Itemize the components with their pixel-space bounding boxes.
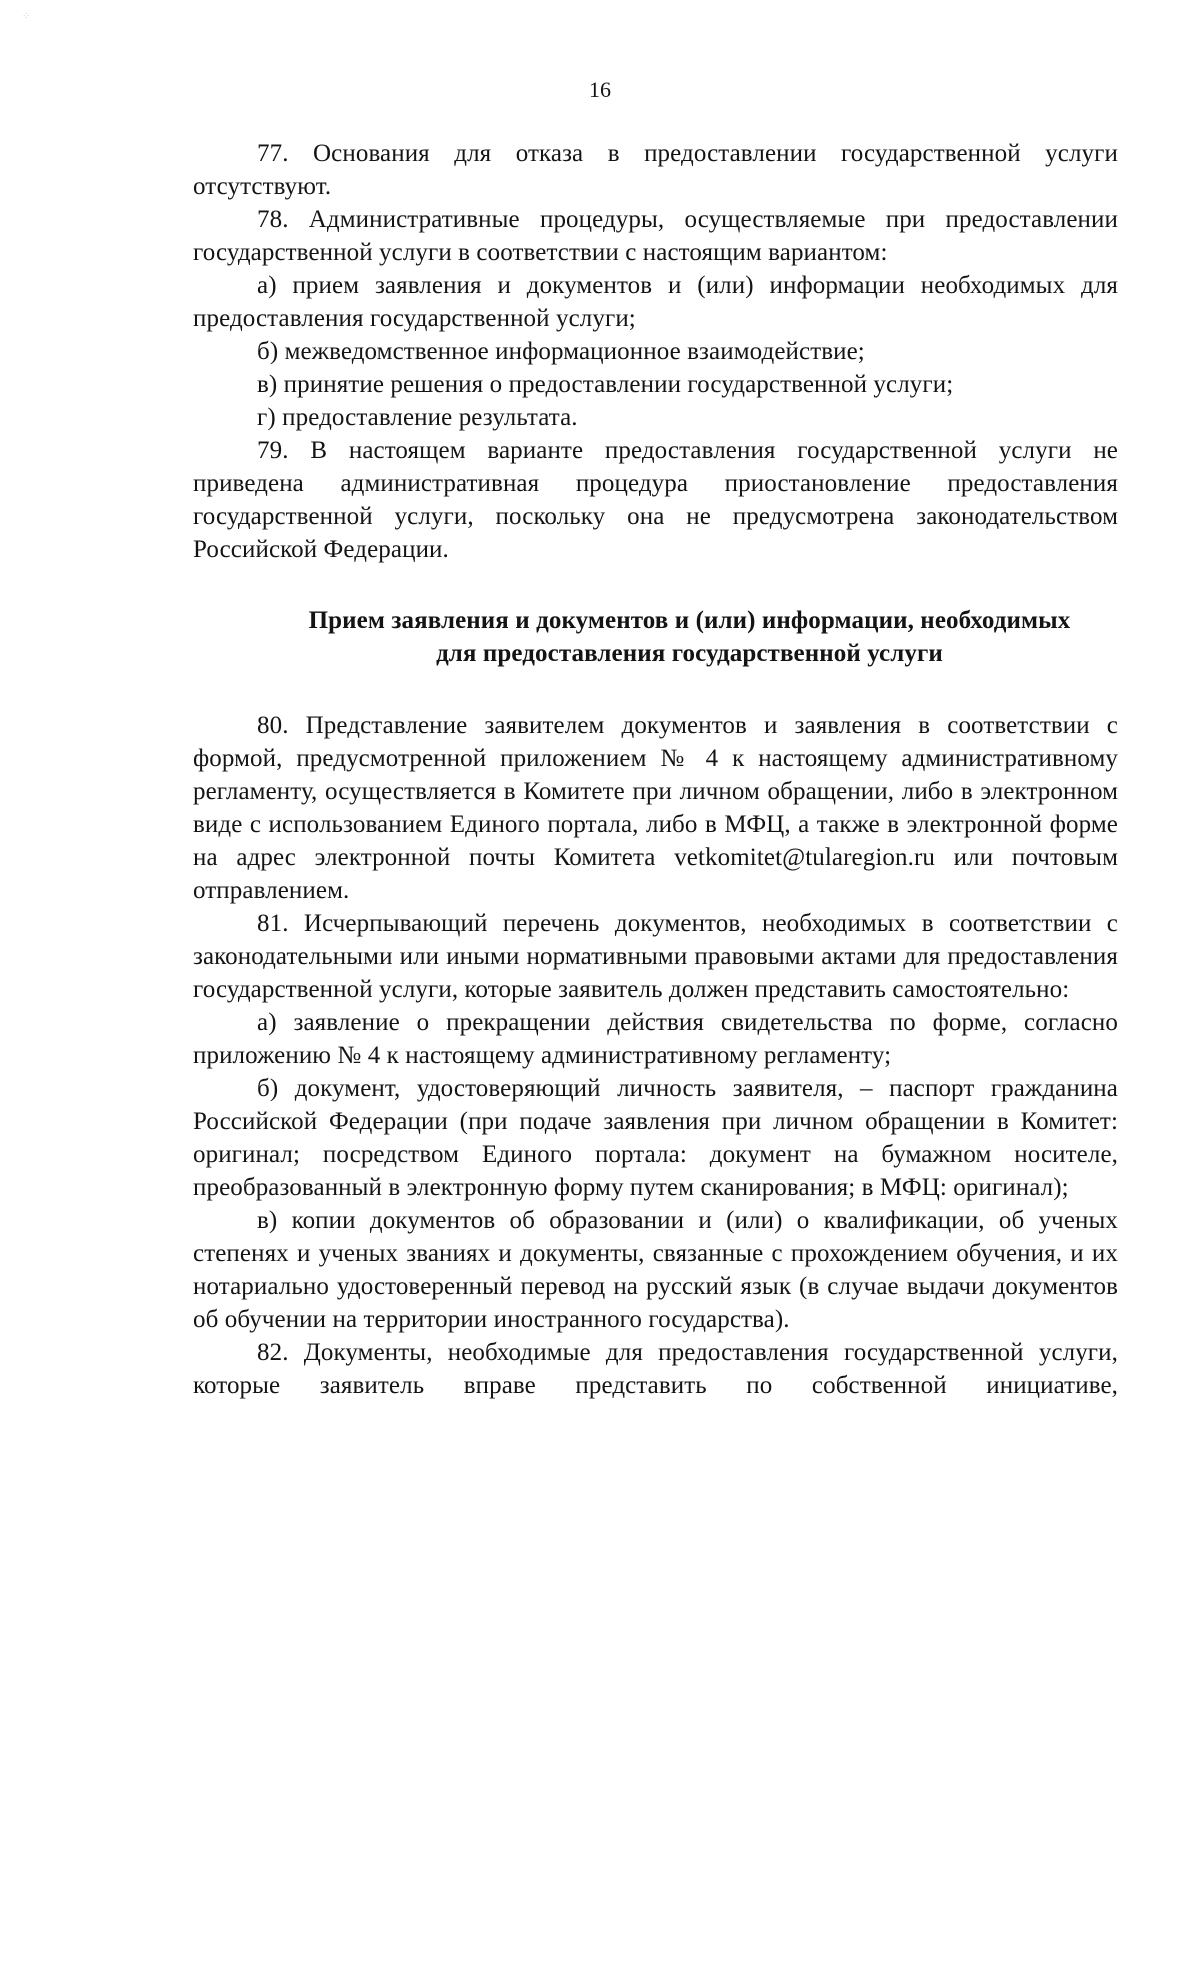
- paragraph-80: 80. Представление заявителем документов и заявления в соответствии с формой, предусмотренной приложением № 4 к настоящему административному регламенту, осуществляется в Комитете при личном обращении, либо в электронном виде с использованием Единого портала, либо в МФЦ, а также в электронной форме на адрес электронной почты Комитета vetkomitet@tularegion.ru или почтовым отправлением.: [193, 712, 1118, 904]
- document-body: [193, 137, 1118, 1402]
- page-number: 16: [589, 77, 611, 102]
- section-heading-line-2: для предоставления государственной услуги: [436, 640, 943, 667]
- paragraph-81-v: в) копии документов об образовании и (или) о квалификации, об ученых степенях и ученых званиях и документы, связанные с прохождением обучения, и их нотариально удостоверенный перевод на русский язык (в случае выдачи документов об обучении на территории иностранного государства).: [193, 1207, 1118, 1333]
- paragraph-78-b: б) межведомственное информационное взаимодействие;: [257, 338, 865, 365]
- paragraph-78-a: а) прием заявления и документов и (или) информации необходимых для предоставления государственной услуги;: [193, 272, 1118, 332]
- paragraph-79: 79. В настоящем варианте предоставления государственной услуги не приведена административная процедура приостановление предоставления государственной услуги, поскольку она не предусмотрена законодательством Российской Федерации.: [193, 437, 1118, 563]
- paragraph-81: 81. Исчерпывающий перечень документов, необходимых в соответствии с законодательными или иными нормативными правовыми актами для предоставления государственной услуги, которые заявитель должен представить самостоятельно:: [193, 910, 1118, 1003]
- paragraph-78: 78. Административные процедуры, осуществляемые при предоставлении государственной услуги в соответствии с настоящим вариантом:: [193, 206, 1118, 266]
- paragraph-78-g: г) предоставление результата.: [257, 404, 578, 431]
- paragraph-81-b: б) документ, удостоверяющий личность заявителя, – паспорт гражданина Российской Федерации (при подаче заявления при личном обращении в Комитет: оригинал; посредством Единого портала: документ на бумажном носителе, преобразованный в электронную форму путем сканирования; в МФЦ: оригинал);: [193, 1075, 1118, 1201]
- section-heading: [193, 604, 1118, 670]
- section-heading-line-1: Прием заявления и документов и (или) информации, необходимых: [308, 607, 1071, 634]
- paragraph-77: 77. Основания для отказа в предоставлении государственной услуги отсутствуют.: [193, 140, 1118, 200]
- paragraph-78-v: в) принятие решения о предоставлении государственной услуги;: [257, 371, 954, 398]
- paragraph-81-a: а) заявление о прекращении действия свидетельства по форме, согласно приложению № 4 к настоящему административному регламенту;: [193, 1009, 1118, 1069]
- scan-artifact-icon: ⁘: [22, 11, 31, 22]
- paragraph-82: 82. Документы, необходимые для предоставления государственной услуги, которые заявитель вправе представить по собственной инициативе,: [193, 1339, 1118, 1399]
